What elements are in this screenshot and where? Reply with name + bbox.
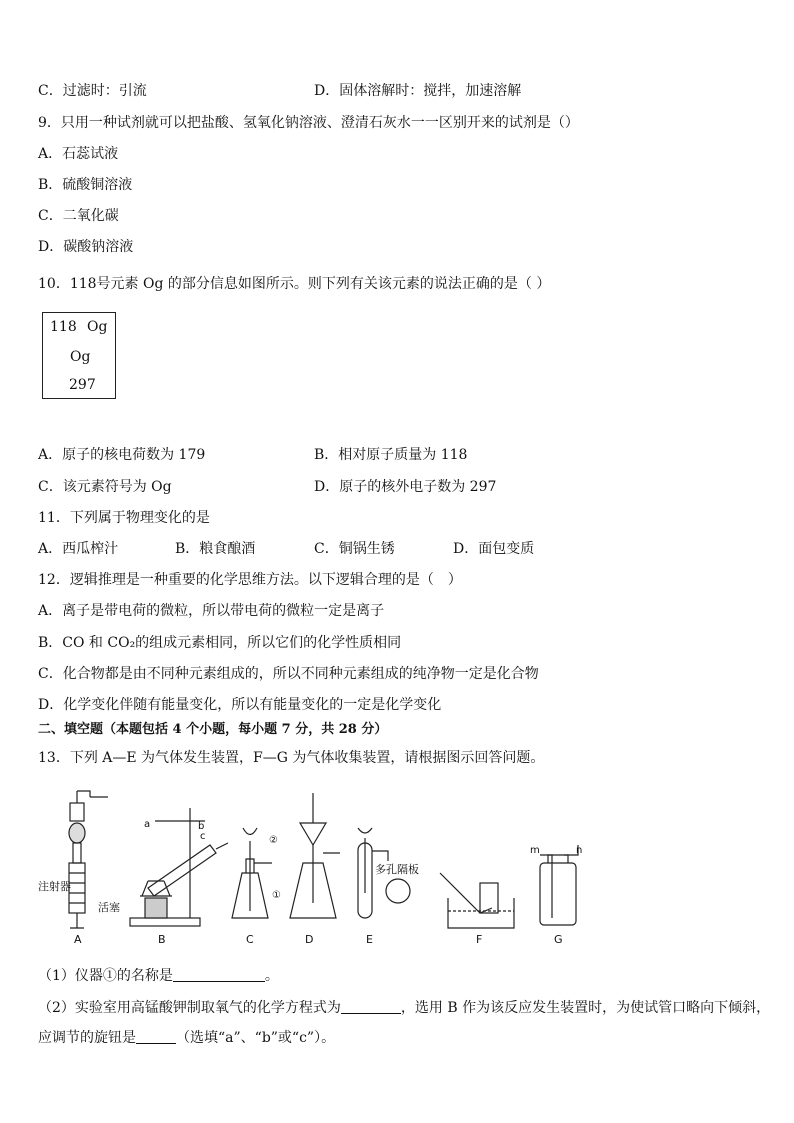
q9-option-a: A．石蕊试液: [38, 146, 119, 162]
q9-option-d: D．碳酸钠溶液: [38, 239, 134, 255]
n-label: n: [576, 845, 583, 856]
element-name: Og: [70, 349, 91, 365]
circle-1-label: ①: [272, 890, 281, 901]
m-label: m: [530, 845, 540, 856]
q13-sub1: [38, 966, 279, 986]
q12-option-c: C．化合物都是由不同种元素组成的，所以不同种元素组成的纯净物一定是化合物: [38, 666, 539, 682]
element-mass: 297: [69, 377, 96, 393]
q13-sub1-blank[interactable]: [173, 967, 265, 982]
q10-option-c: C．该元素符号为 Og: [38, 479, 172, 495]
knob-b-label: b: [198, 821, 205, 832]
q13-stem: 13．下列 A—E 为气体发生装置，F—G 为气体收集装置，请根据图示回答问题。: [38, 750, 545, 766]
q12-option-d: D．化学变化伴随有能量变化，所以有能量变化的一定是化学变化: [38, 697, 442, 713]
q13-sub2-line2-end: （选填“a”、“b”或“c”）。: [176, 1030, 336, 1046]
q13-sub2-text-cont: ，选用 B 作为该反应发生装置时，为使试管口略向下倾斜，: [400, 1000, 771, 1016]
q11-option-b: B．粮食酿酒: [175, 541, 256, 557]
q9-stem: 9．只用一种试剂就可以把盐酸、氢氧化钠溶液、澄清石灰水一一区别开来的试剂是（）: [38, 115, 579, 131]
q10-option-b: B．相对原子质量为 118: [314, 447, 468, 463]
q13-sub2-line2: [38, 1028, 335, 1048]
apparatus-d: [290, 793, 340, 918]
q13-sub2-line2-text: 应调节的旋钮是: [38, 1030, 136, 1046]
apparatus-f: [440, 873, 514, 928]
label-e: E: [366, 933, 373, 946]
q13-sub2-line1: [38, 998, 770, 1018]
knob-a-label: a: [144, 819, 151, 830]
circle-2-label: ②: [269, 835, 278, 846]
label-b: B: [158, 933, 166, 946]
label-c: C: [246, 933, 254, 946]
section-heading: 二、填空题（本题包括 4 个小题，每小题 7 分，共 28 分）: [38, 722, 388, 737]
q11-stem: 11．下列属于物理变化的是: [38, 510, 210, 526]
piston-label: 活塞: [98, 901, 120, 914]
q13-sub2-blank-equation[interactable]: [341, 999, 401, 1014]
q9-option-b: B．硫酸铜溶液: [38, 177, 133, 193]
label-a: A: [74, 933, 82, 946]
q10-option-a: A．原子的核电荷数为 179: [38, 447, 206, 463]
q13-sub1-end: 。: [264, 968, 279, 984]
knob-c-label: c: [200, 831, 206, 842]
label-f: F: [476, 933, 483, 946]
label-g: G: [554, 933, 563, 946]
element-number: 118: [50, 319, 77, 335]
apparatus-g: [540, 845, 578, 925]
q8-option-c: C．过滤时：引流: [38, 83, 147, 99]
q8-option-d: D．固体溶解时：搅拌，加速溶解: [314, 83, 522, 99]
element-symbol: Og: [87, 319, 108, 335]
q13-sub2-blank-knob[interactable]: [136, 1029, 176, 1044]
q11-option-c: C．铜锅生锈: [314, 541, 395, 557]
q11-option-d: D．面包变质: [453, 541, 535, 557]
q13-sub1-text: （1）仪器①的名称是: [38, 968, 173, 984]
q12-option-a: A．离子是带电荷的微粒，所以带电荷的微粒一定是离子: [38, 603, 385, 619]
q12-stem: 12．逻辑推理是一种重要的化学思维方法。以下逻辑合理的是（ ）: [38, 572, 462, 588]
q10-stem: 10．118号元素 Og 的部分信息如图所示。则下列有关该元素的说法正确的是（ ）: [38, 276, 551, 292]
q9-option-c: C．二氧化碳: [38, 208, 119, 224]
q11-option-a: A．西瓜榨汁: [38, 541, 119, 557]
q12-option-b: B．CO 和 CO₂的组成元素相同，所以它们的化学性质相同: [38, 635, 402, 651]
apparatus-figure: [30, 783, 590, 953]
syringe-label: 注射器: [38, 880, 71, 893]
q13-sub2-text: （2）实验室用高锰酸钾制取氧气的化学方程式为: [38, 1000, 341, 1016]
porous-label: 多孔隔板: [375, 863, 419, 876]
q10-option-d: D．原子的核外电子数为 297: [314, 479, 497, 495]
apparatus-c: [232, 828, 272, 918]
element-card: [42, 312, 116, 399]
label-d: D: [305, 933, 314, 946]
